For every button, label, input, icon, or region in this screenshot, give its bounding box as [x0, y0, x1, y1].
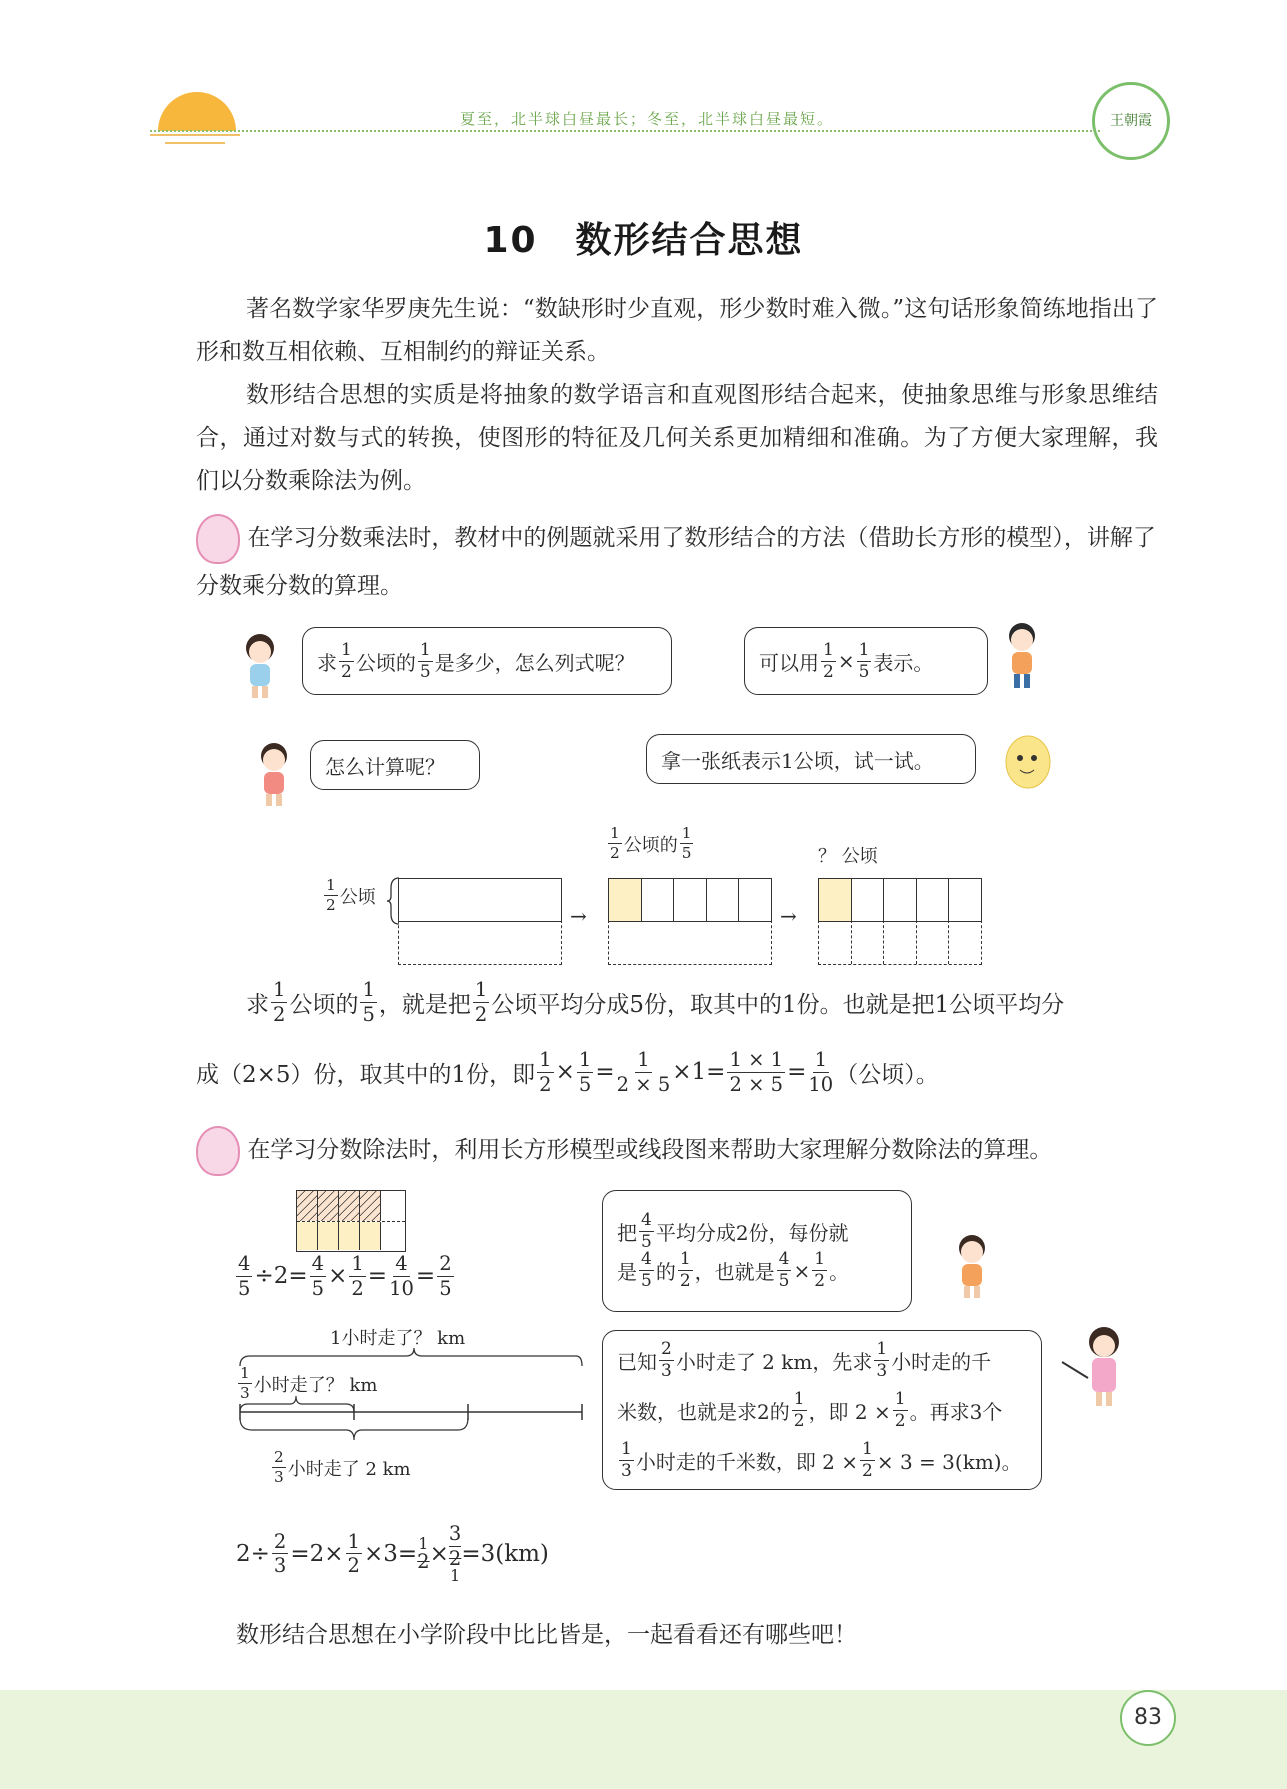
girl-avatar: [950, 1232, 994, 1296]
rectangle-tenths-bottom: [818, 920, 982, 965]
speech-bubble-distance: 已知 $\frac{2}{3}$ 小时走了 2 km，先求 $\frac{1}{3}$ 小时走的千 米数，也就是求2的 $\frac{1}{2}$ ，即 2 × $\frac{1}{2}$ 。再求3个 $\frac{1}{3}$ 小时走的千米数，即 2 × $\frac{1}{2}$ × 3 = 3(km)。: [602, 1330, 1042, 1490]
intro-text: [196, 288, 1158, 503]
teacher-avatar: [1060, 1322, 1130, 1416]
arrow-icon: →: [570, 904, 587, 928]
sunset-line: [150, 134, 240, 136]
page-number: 83: [1120, 1690, 1176, 1746]
speech-bubble-try: 拿一张纸表示1公顷，试一试。: [646, 734, 976, 784]
segment-bottom-label: $\frac{2}{3}$ 小时走了 2 km: [274, 1448, 411, 1487]
closing-text: 数形结合思想在小学阶段中比比皆是，一起看看还有哪些吧！: [236, 1622, 857, 1648]
diagram1-left-label: $\frac{1}{2}$ 公顷: [326, 876, 376, 915]
girl-thinking-avatar: [252, 740, 296, 804]
tip-1: [196, 514, 1158, 609]
mascot-icon: [196, 1126, 240, 1176]
segment-mid-label: $\frac{1}{3}$ 小时走了？ km: [240, 1364, 378, 1403]
division-equation-1: $\frac{4}{5}$ ÷2= $\frac{4}{5}$ × $\frac{1}{2}$ = $\frac{4}{10}$ = $\frac{2}{5}$: [238, 1252, 452, 1300]
rectangle-other-half: [398, 920, 562, 965]
division-equation-2: 2÷ $\frac{2}{3}$ =2× $\frac{1}{2}$ ×3= 1 2 × 3 2 1 =3(km): [236, 1522, 549, 1586]
intro-paragraph-2: 数形结合思想的实质是将抽象的数学语言和直观图形结合起来，使抽象思维与形象思维结合，通过对数与式的转换，使图形的特征及几何关系更加精细和准确。为了方便大家理解，我们以分数乘除法为例。: [196, 382, 1158, 494]
rectangle-fifths: [608, 878, 772, 922]
tip-2: [196, 1126, 1158, 1176]
girl-avatar: [238, 630, 282, 694]
page-title: 10 数形结合思想: [483, 220, 804, 261]
rectangle-half-hectare: [398, 878, 562, 922]
boy-avatar: [1000, 620, 1044, 684]
speech-bubble-how: 怎么计算呢？: [310, 740, 480, 790]
rectangle-lower-dashed: [608, 920, 772, 965]
tip-1-text: 在学习分数乘法时，教材中的例题就采用了数形结合的方法（借助长方形的模型），讲解了分数乘分数的算理。: [196, 525, 1156, 599]
lemon-mascot-icon: [1000, 730, 1056, 798]
publisher-badge: 王朝霞: [1092, 82, 1170, 160]
diagram1-right-label: ？ 公顷: [818, 846, 878, 867]
rectangle-tenths-top: [818, 878, 982, 922]
header-divider: [150, 130, 1100, 132]
mascot-icon: [196, 514, 240, 564]
sunset-icon: [158, 92, 236, 131]
sunset-line: [165, 142, 225, 144]
speech-bubble-answer: 可以用 $\frac{1}{2}$ × $\frac{1}{5}$ 表示。: [744, 627, 988, 695]
diagram1-mid-label: $\frac{1}{2}$ 公顷的 $\frac{1}{5}$: [610, 824, 692, 863]
explanation-line-2: 成（2×5）份，取其中的1份，即 $\frac{1}{2}$ × $\frac{1}{5}$ = $\frac{1}{2 \times 5}$ ×1= $\frac{1 \times 1}{2 \times 5}$ = $\frac{1}{10}$ （公顷）。: [196, 1048, 939, 1096]
speech-bubble-division: 把 $\frac{4}{5}$ 平均分成2份，每份就 是 $\frac{4}{5}$ 的 $\frac{1}{2}$ ，也就是 $\frac{4}{5}$ × $\frac{1}{2}$ 。: [602, 1190, 912, 1312]
intro-paragraph-1: 著名数学家华罗庚先生说：“数缺形时少直观，形少数时难入微。”这句话形象简练地指出了形和数互相依赖、互相制约的辩证关系。: [196, 296, 1158, 365]
speech-bubble-question: 求 $\frac{1}{2}$ 公顷的 $\frac{1}{5}$ 是多少，怎么列式呢？: [302, 627, 672, 695]
explanation-line-1: 求 $\frac{1}{2}$ 公顷的 $\frac{1}{5}$ ，就是把 $\frac{1}{2}$ 公顷平均分成5份，取其中的1份。也就是把1公顷平均分: [246, 978, 1065, 1026]
header-slogan: 夏至，北半球白昼最长；冬至，北半球白昼最短。: [460, 110, 835, 128]
arrow-icon: →: [780, 904, 797, 928]
tip-2-text: 在学习分数除法时，利用长方形模型或线段图来帮助大家理解分数除法的算理。: [247, 1137, 1053, 1163]
division-rectangle-model: [296, 1190, 406, 1252]
page-footer: [0, 1690, 1287, 1789]
segment-top-label: 1小时走了？ km: [330, 1328, 466, 1349]
